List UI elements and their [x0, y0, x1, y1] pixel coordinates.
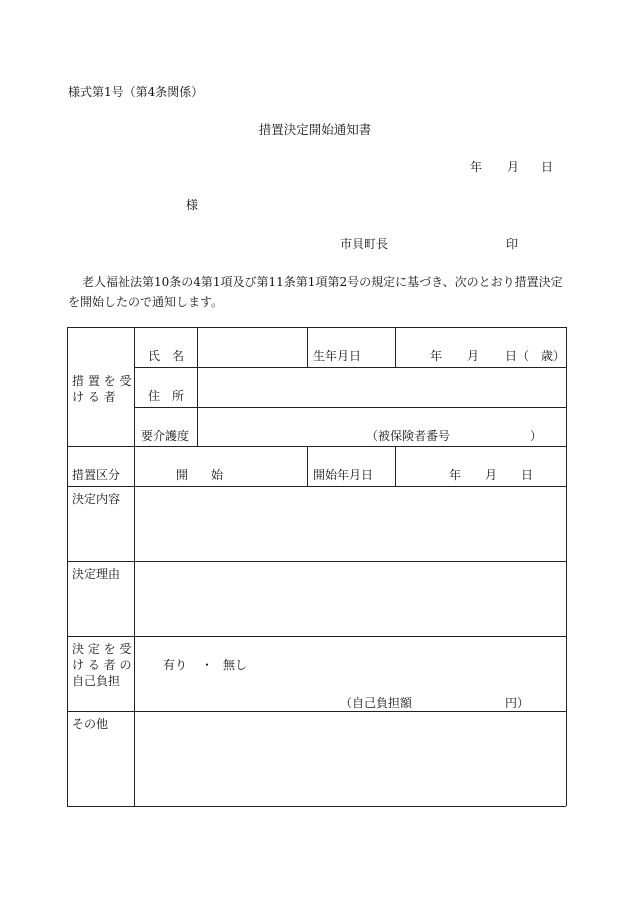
care-level-label: 要介護度	[141, 429, 190, 443]
document-title: 措置決定開始通知書	[258, 122, 372, 137]
start-month-label: 月	[485, 468, 498, 482]
column-divider	[134, 327, 135, 806]
subject-label-line2: け る 者	[72, 390, 116, 404]
seal-mark: 印	[506, 237, 519, 251]
column-divider	[197, 327, 198, 446]
row-divider	[134, 407, 566, 408]
row-divider	[67, 486, 566, 487]
table-border-top	[67, 327, 566, 328]
row-divider	[67, 446, 566, 447]
birth-age-label: 歳）	[541, 349, 566, 363]
date-day-label: 日	[541, 160, 554, 174]
burden-yes-option: 有り	[163, 658, 188, 672]
column-divider	[395, 446, 396, 486]
address-label: 住 所	[148, 389, 185, 403]
row-divider	[67, 636, 566, 637]
decision-reason-label: 決定理由	[72, 567, 121, 581]
table-border-left	[67, 327, 68, 806]
burden-yen-label: 円）	[505, 696, 530, 710]
row-divider	[67, 711, 566, 712]
date-month-label: 月	[507, 160, 520, 174]
column-divider	[307, 327, 308, 367]
birth-month-label: 月	[467, 349, 480, 363]
birth-year-label: 年	[430, 349, 443, 363]
insured-number-close: ）	[530, 429, 543, 443]
start-year-label: 年	[449, 468, 462, 482]
burden-label-line2: け る 者 の	[72, 658, 132, 672]
insured-number-label: （被保険者番号	[366, 429, 451, 443]
table-border-bottom	[67, 806, 566, 807]
row-divider	[67, 561, 566, 562]
form-label: 様式第1号（第4条関係）	[68, 85, 204, 99]
category-value-1: 開	[176, 468, 189, 482]
date-year-label: 年	[470, 160, 483, 174]
other-label: その他	[72, 717, 109, 731]
body-text: 老人福祉法第10条の4第1項及び第11条第1項第2号の規定に基づき、次のとおり措置決定を開始したので通知します。	[68, 275, 563, 309]
row-divider	[134, 367, 566, 368]
name-label: 氏 名	[148, 349, 185, 363]
category-value-2: 始	[211, 468, 224, 482]
start-date-label: 開始年月日	[313, 468, 374, 482]
birth-day-label: 日（	[505, 349, 530, 363]
burden-separator: ・	[201, 658, 214, 672]
birth-date-label: 生年月日	[313, 349, 362, 363]
burden-label-line1: 決 定 を 受	[72, 642, 132, 656]
column-divider	[307, 446, 308, 486]
table-border-right	[566, 327, 567, 806]
issuer-name: 市貝町長	[340, 237, 389, 251]
burden-label-line3: 自己負担	[72, 674, 121, 688]
recipient-suffix: 様	[186, 198, 199, 212]
start-day-label: 日	[521, 468, 534, 482]
burden-amount-label: （自己負担額	[340, 696, 413, 710]
decision-content-label: 決定内容	[72, 492, 121, 506]
column-divider	[395, 327, 396, 367]
category-label: 措置区分	[72, 468, 121, 482]
burden-no-option: 無し	[223, 658, 248, 672]
subject-label-line1: 措 置 を 受	[72, 374, 132, 388]
